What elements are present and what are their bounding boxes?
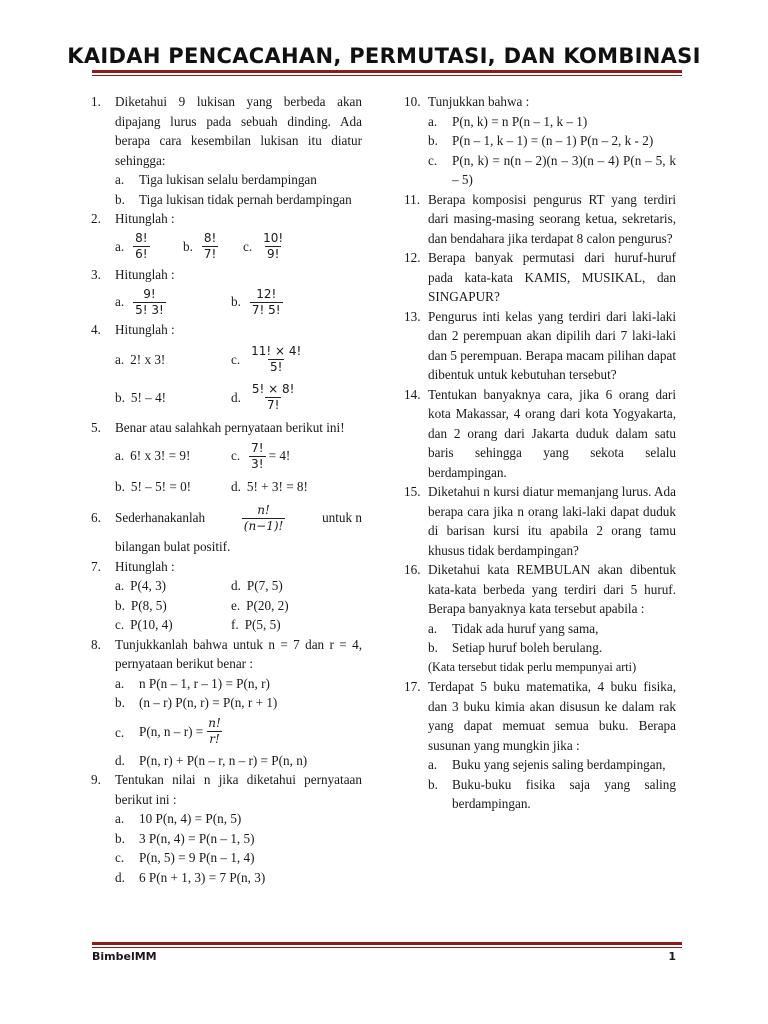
question-text: Hitunglah : — [115, 211, 175, 226]
option-b: b. Tiga lukisan tidak pernah berdampingan — [115, 191, 352, 207]
question-text: Diketahui n kursi diatur memanjang lurus. Ada berapa cara jika n orang laki-laki dapat duduk di barisan kursi itu apabila 2 orang tamu khusus tidak berdampingan? — [428, 484, 676, 558]
note: (Kata tersebut tidak perlu mempunyai arti) — [428, 659, 637, 674]
question-text: Hitunglah : — [115, 322, 175, 337]
option-a: a. Tidak ada huruf yang sama, — [428, 620, 599, 636]
option-row: b. P(8, 5) e. P(20, 2) — [115, 597, 289, 613]
question-3: 3. Hitunglah : a. $\frac{9!}{5! 3!}$ b. $\frac{12!}{7! 5!}$ — [91, 265, 362, 321]
option-b: b. P(n – 1, k – 1) = (n – 1) P(n – 2, k - 2) — [428, 133, 654, 148]
question-text: Berapa banyak permutasi dari huruf-huruf pada kata-kata KAMIS, MUSIKAL, dan SINGAPUR? — [428, 250, 676, 304]
footer-brand: BimbelMM — [92, 950, 157, 963]
question-text: Terdapat 5 buku matematika, 4 buku fisika, dan 3 buku kimia akan disusun ke dalam rak yang dapat memuat semua buku. Berapa susunan yang mungkin jika : — [428, 679, 676, 753]
question-2: 2. Hitunglah : a. $\frac{8!}{6!}$ b. $\frac{8!}{7!}$ c. $\frac{10!}{9!}$ — [91, 209, 362, 265]
page-title: KAIDAH PENCACAHAN, PERMUTASI, DAN KOMBINASI — [67, 44, 701, 68]
question-10: 10. Tunjukkan bahwa : a. P(n, k) = n P(n – 1, k – 1) b. P(n – 1, k – 1) = (n – 1) P(n – 2, k - 2) c. P(n, k) = n(n – 2)(n – 3)(n – 4) P(n – 5, k – 5) — [404, 92, 676, 190]
question-9: 9. Tentukan nilai n jika diketahui pernyataan berikut ini : a. 10 P(n, 4) = P(n, 5) b. 3 P(n, 4) = P(n – 1, 5) c. P(n, 5) = 9 P(n – 1, 4) d. 6 P(n + 1, 3) = 7 P(n, 3) — [91, 770, 362, 887]
question-text: Hitunglah : — [115, 558, 175, 574]
question-1: 1. Diketahui 9 lukisan yang berbeda akan dipajang lurus pada sebuah dinding. Ada berapa cara kesembilan lukisan itu diatur sehingga: a. Tiga lukisan selalu berdampingan b. Tiga lukisan tidak pernah berdampingan — [91, 92, 362, 209]
question-text: Tentukan banyaknya cara, jika 6 orang dari kota Makassar, 4 orang dari kota Yogyakarta, dan 2 orang dari Jakarta duduk dalam satu baris sehingga yang sekota selalu berdampingan. — [428, 386, 676, 480]
option-row: c. P(10, 4) f. P(5, 5) — [115, 617, 281, 632]
footer-rule — [92, 942, 682, 945]
option-row: a. 2! x 3! c. $\frac{11! \times 4!}{5!}$ — [115, 344, 302, 374]
question-text: Tunjukkan bahwa : — [428, 94, 530, 109]
footer-rule-thin — [92, 947, 682, 948]
page-number: 1 — [668, 950, 676, 963]
question-text: Benar atau salahkah pernyataan berikut ini! — [115, 419, 345, 435]
question-5: 5. Benar atau salahkah pernyataan berikut ini! a. 6! x 3! = 9! c. $\frac{7!}{3!}$ = 4! b. 5! – 5! = 0! d. 5! + 3! = 8! — [91, 418, 362, 500]
question-13: 13. Pengurus inti kelas yang terdiri dari laki-laki dan 2 perempuan akan dipilih dari 7 laki-laki dan 5 perempuan. Berapa macam pilihan dapat dibentuk untuk kebutuhan tersebut? — [404, 307, 676, 385]
fraction: $\frac{12!}{7! 5!}$ — [251, 286, 281, 317]
option-b: b. 3 P(n, 4) = P(n – 1, 5) — [115, 830, 255, 846]
option-a: a. 10 P(n, 4) = P(n, 5) — [115, 811, 242, 826]
fraction: $\frac{8!}{6!}$ — [135, 231, 148, 261]
right-column — [404, 92, 676, 814]
fraction: $\frac{11! \times 4!}{5!}$ — [251, 344, 302, 374]
fraction: $\frac{n!}{(n-1)!}$ — [243, 502, 284, 533]
option-c: c. P(n, k) = n(n – 2)(n – 3)(n – 4) P(n – 5, k – 5) — [428, 152, 676, 187]
option-d: d. 6 P(n + 1, 3) = 7 P(n, 3) — [115, 869, 266, 885]
fraction: $\frac{n!}{r!}$ — [208, 716, 221, 746]
question-text: Diketahui 9 lukisan yang berbeda akan dipajang lurus pada sebuah dinding. Ada berapa cara kesembilan lukisan itu diatur sehingga: — [115, 94, 362, 168]
fraction: $\frac{9!}{5! 3!}$ — [135, 286, 164, 317]
question-text: Tentukan nilai n jika diketahui pernyataan berikut ini : — [115, 772, 362, 807]
question-text: Hitunglah : — [115, 266, 175, 282]
option-a: a. n P(n – 1, r – 1) = P(n, r) — [115, 675, 270, 691]
option-c: c. P(n, 5) = 9 P(n – 1, 4) — [115, 850, 255, 865]
option-d: d. P(n, r) + P(n – r, n – r) = P(n, n) — [115, 752, 308, 768]
option-a: a. Tiga lukisan selalu berdampingan — [115, 172, 317, 187]
fraction: $\frac{8!}{7!}$ — [203, 231, 217, 261]
fraction: $\frac{10!}{9!}$ — [263, 231, 284, 261]
option-b: b. (n – r) P(n, r) = P(n, r + 1) — [115, 695, 278, 710]
option-a: a. P(n, k) = n P(n – 1, k – 1) — [428, 113, 588, 129]
fraction: $\frac{5! \times 8!}{7!}$ — [251, 382, 295, 412]
question-16: 16. Diketahui kata REMBULAN akan dibentuk kata-kata berbeda yang terdiri dari 5 huruf. Berapa banyaknya kata tersebut apabila : a. Tidak ada huruf yang sama, b. Setiap huruf boleh berulang. (Kata tersebut tidak perlu mempunyai arti) — [404, 560, 676, 677]
option-row: b. 5! – 5! = 0! d. 5! + 3! = 8! — [115, 479, 308, 495]
option-row: a. $\frac{9!}{5! 3!}$ b. $\frac{12!}{7! 5!}$ — [115, 286, 281, 317]
option-row: a. 6! x 3! = 9! c. $\frac{7!}{3!}$ = 4! — [115, 440, 291, 471]
title-rule — [92, 70, 682, 73]
option-a: a. Buku yang sejenis saling berdampingan, — [428, 757, 666, 772]
question-6: 6. Sederhanakanlah $\frac{n!}{(n-1)!}$ untuk n bilangan bulat positif. — [91, 502, 362, 554]
title-rule-thin — [92, 75, 682, 76]
question-17: 17. Terdapat 5 buku matematika, 4 buku fisika, dan 3 buku kimia akan disusun ke dalam rak yang dapat memuat semua buku. Berapa susunan yang mungkin jika : a. Buku yang sejenis saling berdampingan, b. Buku-buku fisika saja yang saling berdampingan. — [404, 677, 676, 814]
question-12: 12. Berapa banyak permutasi dari huruf-huruf pada kata-kata KAMIS, MUSIKAL, dan SINGAPUR? — [404, 248, 676, 307]
question-text: Berapa komposisi pengurus RT yang terdiri dari masing-masing seorang ketua, sekretaris, dan bendahara jika terdapat 8 calon pengurus? — [428, 191, 676, 246]
option-b: b. Buku-buku fisika saja yang saling berdampingan. — [428, 776, 676, 811]
option-row: a. $\frac{8!}{6!}$ b. $\frac{8!}{7!}$ c. $\frac{10!}{9!}$ — [115, 231, 284, 261]
question-14: 14. Tentukan banyaknya cara, jika 6 orang dari kota Makassar, 4 orang dari kota Yogyakarta, dan 2 orang dari Jakarta duduk dalam satu baris sehingga yang sekota selalu berdampingan. — [404, 385, 676, 483]
option-row: a. P(4, 3) d. P(7, 5) — [115, 578, 283, 593]
question-text: Pengurus inti kelas yang terdiri dari laki-laki dan 2 perempuan akan dipilih dari 7 laki-laki dan 5 perempuan. Berapa macam pilihan dapat dibentuk untuk kebutuhan tersebut? — [428, 308, 676, 382]
option-row: b. 5! – 4! d. $\frac{5! \times 8!}{7!}$ — [115, 382, 295, 412]
question-15: 15. Diketahui n kursi diatur memanjang lurus. Ada berapa cara jika n orang laki-laki dapat duduk di barisan kursi itu apabila 2 orang tamu khusus tidak berdampingan? — [404, 482, 676, 560]
question-11: 11. Berapa komposisi pengurus RT yang terdiri dari masing-masing seorang ketua, sekretaris, dan bendahara jika terdapat 8 calon pengurus? — [404, 190, 676, 249]
option-b: b. Setiap huruf boleh berulang. — [428, 640, 603, 655]
question-7: 7. Hitunglah : a. P(4, 3) d. P(7, 5) b. P(8, 5) e. P(20, 2) c. P(10, 4) f. P(5, 5) — [91, 557, 362, 635]
question-text: Tunjukkanlah bahwa untuk n = 7 dan r = 4, pernyataan berikut benar : — [115, 636, 362, 671]
question-4: 4. Hitunglah : a. 2! x 3! c. $\frac{11! \times 4!}{5!}$ b. 5! – 4! d. $\frac{5! \times 8!}{7!}$ — [91, 320, 362, 416]
question-8: 8. Tunjukkanlah bahwa untuk n = 7 dan r = 4, pernyataan berikut benar : a. n P(n – 1, r – 1) = P(n, r) b. (n – r) P(n, r) = P(n, r + 1) c. P(n, n – r) = $\frac{n!}{r!}$ d. P(n, r) + P(n – r, n – r) = P(n, n) — [91, 635, 362, 771]
fraction: $\frac{7!}{3!}$ — [251, 440, 264, 471]
question-text: Diketahui kata REMBULAN akan dibentuk kata-kata berbeda yang terdiri dari 5 huruf. Berapa banyaknya kata tersebut apabila : — [428, 562, 676, 616]
left-column — [91, 92, 362, 887]
option-c: c. P(n, n – r) = $\frac{n!}{r!}$ — [115, 716, 221, 746]
